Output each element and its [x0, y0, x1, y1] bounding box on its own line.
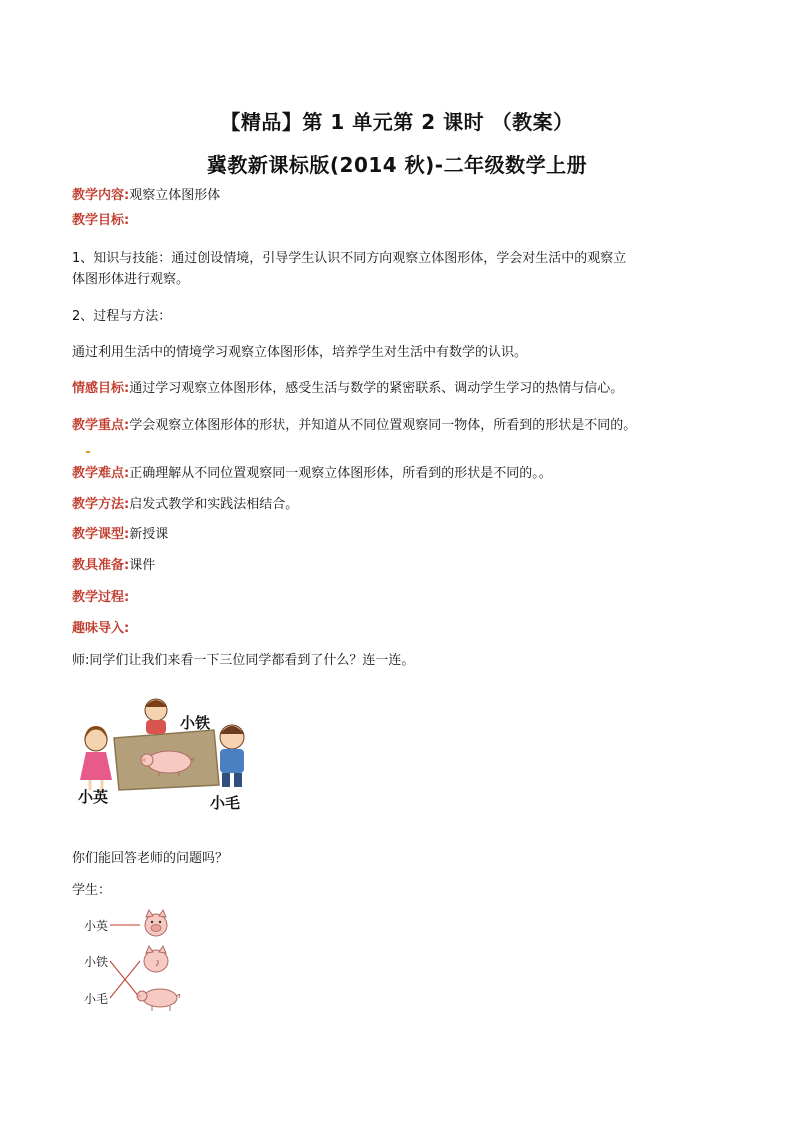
teacher-line: 师:同学们让我们来看一下三位同学都看到了什么？连一连。: [72, 653, 415, 668]
difficulty: [72, 464, 552, 484]
pig-front-icon: [145, 910, 167, 936]
goal-2-text: 通过利用生活中的情境学习观察立体图形体，培养学生对生活中有数学的认识。: [72, 345, 528, 360]
teaching-content: [72, 186, 220, 206]
document-title: 【精品】第 1 单元第 2 课时 （教案）: [220, 110, 574, 134]
matching-figure: [84, 908, 194, 1020]
match-name-xiaomao: 小毛: [84, 992, 109, 1006]
key-point: [72, 416, 636, 436]
emotion-goal-label: 情感目标:: [72, 381, 130, 396]
teaching-method-label: 教学方法:: [72, 497, 130, 512]
teaching-process-label: 教学过程:: [72, 590, 130, 605]
observation-illustration: [74, 690, 264, 815]
emotion-goal-text: 通过学习观察立体图形体，感受生活与数学的紧密联系、调动学生学习的热情与信心。: [129, 381, 624, 396]
stray-mark: [86, 451, 90, 453]
fun-intro-label: 趣味导入:: [72, 621, 130, 636]
name-xiaomao: 小毛: [210, 794, 241, 812]
goal-1-line-1: 1、知识与技能：通过创设情境，引导学生认识不同方向观察立体图形体，学会对生活中的观察立: [72, 251, 627, 266]
emotion-goal: [72, 379, 623, 399]
boy-top-figure: [145, 699, 167, 734]
document-subtitle: 冀教新课标版(2014 秋)-二年级数学上册: [206, 153, 588, 177]
goal-2-heading: 2、过程与方法：: [72, 309, 172, 324]
teaching-tools-label: 教具准备:: [72, 558, 130, 573]
boy-right-figure: [220, 725, 244, 787]
girl-left-figure: [80, 726, 112, 790]
lesson-type-text: 新授课: [129, 527, 169, 542]
pig-side-icon: [137, 989, 180, 1011]
goal-1-line-2: 体图形体进行观察。: [72, 272, 190, 287]
difficulty-label: 教学难点:: [72, 466, 130, 481]
difficulty-text: 正确理解从不同位置观察同一观察立体图形体，所看到的形状是不同的。。: [129, 466, 552, 481]
teaching-goals-label: 教学目标:: [72, 213, 130, 228]
teaching-tools-text: 课件: [129, 558, 156, 573]
student-label: 学生：: [72, 883, 112, 898]
pig-back-icon: [144, 946, 168, 972]
question-line: 你们能回答老师的问题吗？: [72, 851, 229, 866]
name-xiaotie: 小铁: [180, 714, 211, 732]
lesson-type: [72, 525, 168, 545]
match-name-xiaotie: 小铁: [84, 955, 109, 969]
name-xiaoying: 小英: [78, 788, 109, 806]
teaching-tools: [72, 556, 155, 576]
lesson-type-label: 教学课型:: [72, 527, 130, 542]
teaching-content-text: 观察立体图形体: [129, 188, 221, 203]
teaching-method-text: 启发式教学和实践法相结合。: [129, 497, 299, 512]
teaching-method: [72, 495, 298, 515]
key-point-label: 教学重点:: [72, 418, 130, 433]
key-point-text: 学会观察立体图形体的形状，并知道从不同位置观察同一物体，所看到的形状是不同的。: [129, 418, 637, 433]
match-name-xiaoying: 小英: [84, 919, 109, 933]
teaching-content-label: 教学内容:: [72, 188, 130, 203]
